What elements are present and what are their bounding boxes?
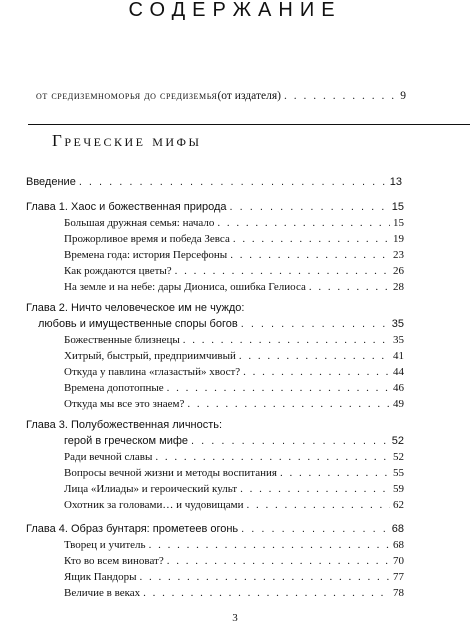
entry-label: На земле и на небе: дары Диониса, ошибка Гелиоса [64, 281, 306, 293]
toc-entry[interactable] [64, 585, 404, 601]
foreword-page: 9 [400, 90, 406, 102]
leader-dots [149, 537, 390, 553]
entry-page: 26 [393, 265, 404, 277]
chapter-label: Глава 4. Образ бунтаря: прометеев огонь [26, 523, 239, 535]
toc-entry[interactable] [64, 263, 404, 279]
entry-page: 68 [393, 539, 404, 551]
leader-dots [243, 364, 390, 380]
toc-entry[interactable] [64, 569, 404, 585]
entry-page: 55 [393, 467, 404, 479]
chapter-label: любовь и имущественные споры богов [38, 318, 238, 330]
leader-dots [167, 553, 390, 569]
chapter-page: 15 [391, 201, 404, 213]
leader-dots [233, 231, 390, 247]
leader-dots [140, 569, 391, 585]
entry-label: Хитрый, быстрый, предприимчивый [64, 350, 236, 362]
leader-dots [241, 521, 389, 537]
entry-label: Величие в веках [64, 587, 141, 599]
foreword-title: от средиземноморья до средиземья [36, 90, 218, 102]
entry-page: 23 [393, 249, 404, 261]
page-title: СОДЕРЖАНИЕ [128, 0, 342, 21]
entry-label: Времена года: история Персефоны [64, 249, 228, 261]
leader-dots [239, 348, 390, 364]
toc-entry[interactable] [64, 247, 404, 263]
toc-entry[interactable] [64, 279, 404, 295]
leader-dots [187, 396, 390, 412]
entry-page: 78 [393, 587, 404, 599]
entry-label: Большая дружная семья: начало [64, 217, 215, 229]
chapter-page: 68 [391, 523, 404, 535]
leader-dots [155, 449, 390, 465]
entry-label: Как рождаются цветы? [64, 265, 172, 277]
toc-entry[interactable] [64, 231, 404, 247]
toc-entry[interactable] [64, 465, 404, 481]
page-number: 3 [232, 612, 238, 624]
section-title: Греческие мифы [52, 131, 202, 150]
toc-entry[interactable] [64, 396, 404, 412]
leader-dots [217, 215, 390, 231]
entry-page: 49 [393, 398, 404, 410]
entry-label: Божественные близнецы [64, 334, 180, 346]
leader-dots [230, 199, 389, 215]
foreword-suffix: (от издателя) [217, 90, 281, 102]
entry-label: Прожорливое время и победа Зевса [64, 233, 230, 245]
leader-dots [280, 465, 390, 481]
entry-page: 46 [393, 382, 404, 394]
leader-dots [143, 585, 390, 601]
toc-chapter-3[interactable] [64, 433, 404, 449]
leader-dots [191, 433, 389, 449]
entry-page: 44 [393, 366, 404, 378]
entry-label: Откуда мы все это знаем? [64, 398, 185, 410]
entry-label: Откуда у павлина «глазастый» хвост? [64, 366, 241, 378]
toc-chapter-4[interactable] [26, 521, 404, 537]
leader-dots [240, 481, 390, 497]
entry-label: Введение [26, 176, 76, 188]
leader-dots [79, 174, 387, 190]
leader-dots [241, 316, 389, 332]
leader-dots [183, 332, 390, 348]
entry-label: Охотник за головами… и чудовищами [64, 499, 244, 511]
entry-label: Кто во всем виноват? [64, 555, 164, 567]
toc-entry[interactable] [64, 481, 404, 497]
toc-entry[interactable] [64, 380, 404, 396]
entry-page: 28 [393, 281, 404, 293]
entry-page: 59 [393, 483, 404, 495]
leader-dots [175, 263, 390, 279]
toc-entry[interactable] [64, 497, 404, 513]
leader-dots [230, 247, 390, 263]
entry-label: Ящик Пандоры [64, 571, 137, 583]
entry-page: 70 [393, 555, 404, 567]
chapter-label: Глава 1. Хаос и божественная природа [26, 201, 227, 213]
entry-page: 62 [393, 499, 404, 511]
toc-entry[interactable] [64, 332, 404, 348]
entry-page: 15 [393, 217, 404, 229]
entry-page: 35 [393, 334, 404, 346]
entry-label: Творец и учитель [64, 539, 146, 551]
entry-page: 41 [393, 350, 404, 362]
chapter-page: 35 [391, 318, 404, 330]
toc-chapter-3-title[interactable]: Глава 3. Полубожественная личность: [26, 419, 223, 431]
leader-dots [167, 380, 390, 396]
entry-label: Ради вечной славы [64, 451, 153, 463]
chapter-label: герой в греческом мифе [64, 435, 189, 447]
toc-entry-introduction[interactable] [26, 174, 402, 190]
entry-page: 13 [389, 176, 402, 188]
toc-entry[interactable] [64, 553, 404, 569]
entry-page: 19 [393, 233, 404, 245]
toc-chapter-1[interactable] [26, 199, 404, 215]
leader-dots [247, 497, 391, 513]
entry-label: Времена допотопные [64, 382, 164, 394]
toc-chapter-2[interactable] [38, 316, 404, 332]
entry-page: 77 [393, 571, 404, 583]
chapter-page: 52 [391, 435, 404, 447]
toc-entry[interactable] [64, 348, 404, 364]
toc-entry[interactable] [64, 215, 404, 231]
entry-label: Вопросы вечной жизни и методы воспитания [64, 467, 277, 479]
toc-entry[interactable] [64, 364, 404, 380]
toc-entry[interactable] [64, 449, 404, 465]
entry-page: 52 [393, 451, 404, 463]
toc-chapter-2-title[interactable]: Глава 2. Ничто человеческое им не чуждо: [26, 302, 245, 314]
entry-label: Лица «Илиады» и героический культ [64, 483, 238, 495]
toc-entry[interactable] [64, 537, 404, 553]
leader-dots [309, 279, 390, 295]
